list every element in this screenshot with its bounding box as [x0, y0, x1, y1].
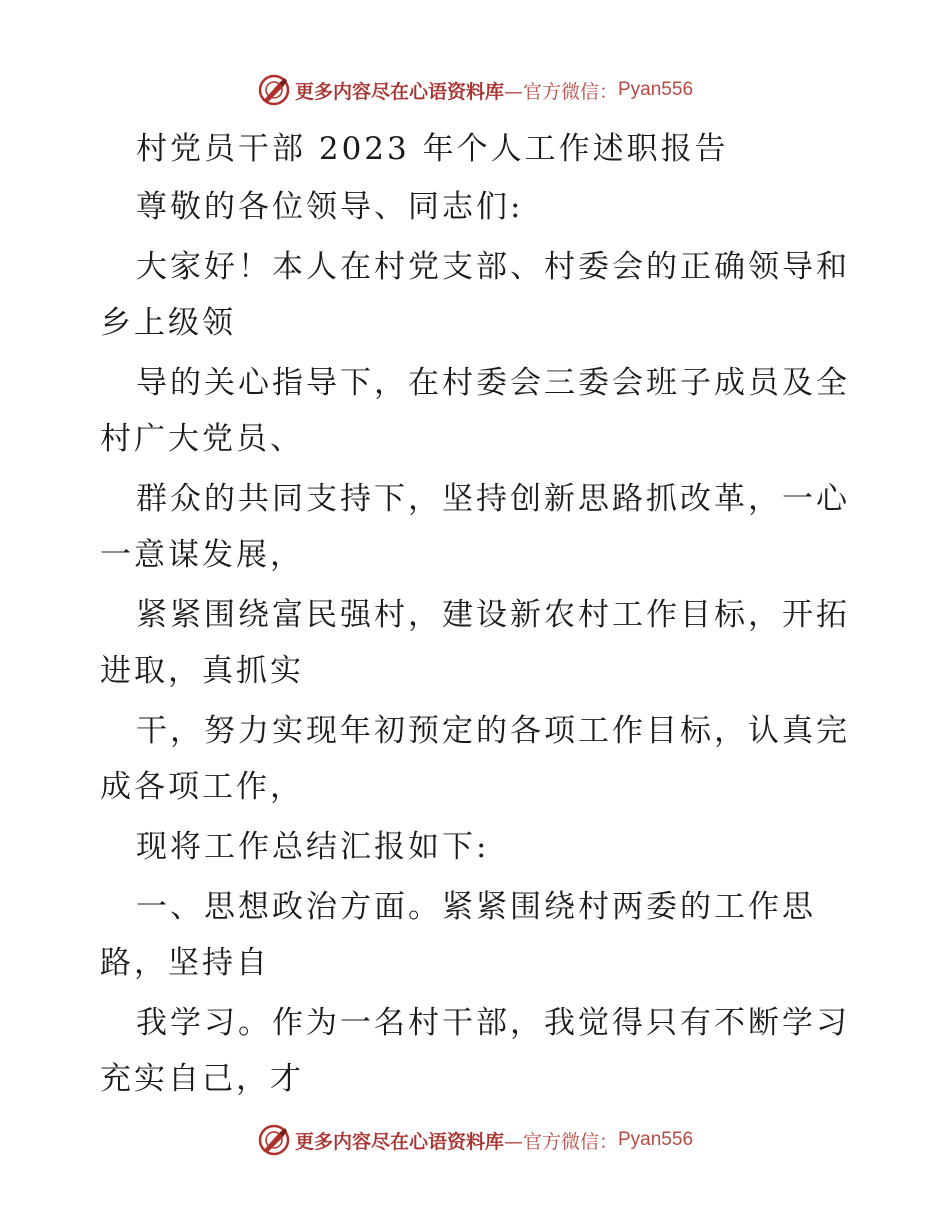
pen-logo-icon — [257, 73, 291, 107]
text-line: 成各项工作， — [100, 769, 304, 805]
text-line: 乡上级领 — [100, 305, 236, 341]
text-line: 现将工作总结汇报如下: — [136, 829, 490, 865]
header-banner-sub: —官方微信： — [503, 80, 618, 103]
text-line: 大家好！本人在村党支部、村委会的正确领导和 — [136, 249, 850, 285]
footer-banner-main: 更多内容尽在心语资料库 — [294, 1130, 504, 1153]
header-banner-id: Pyan556 — [618, 79, 694, 100]
pen-logo-icon — [257, 1123, 291, 1157]
text-line: 我学习。作为一名村干部，我觉得只有不断学习 — [136, 1005, 850, 1041]
text-line: 一、思想政治方面。紧紧围绕村两委的工作思 — [136, 889, 816, 925]
header-banner — [0, 70, 950, 110]
footer-banner — [0, 1120, 950, 1160]
header-banner-main: 更多内容尽在心语资料库 — [294, 80, 504, 103]
salutation: 尊敬的各位领导、同志们: — [136, 189, 524, 225]
text-line: 导的关心指导下，在村委会三委会班子成员及全 — [136, 365, 850, 401]
text-line: 路，坚持自 — [100, 945, 270, 981]
text-line: 进取，真抓实 — [100, 653, 304, 689]
footer-banner-sub: —官方微信： — [503, 1130, 618, 1153]
document-title: 村党员干部 2023 年个人工作述职报告 — [136, 131, 729, 167]
footer-banner-id: Pyan556 — [618, 1129, 694, 1150]
text-line: 充实自己，才 — [100, 1061, 304, 1097]
text-line: 一意谋发展， — [100, 537, 304, 573]
text-line: 村广大党员、 — [100, 421, 304, 457]
text-line: 紧紧围绕富民强村，建设新农村工作目标，开拓 — [136, 597, 850, 633]
text-line: 群众的共同支持下，坚持创新思路抓改革，一心 — [136, 481, 850, 517]
text-line: 干，努力实现年初预定的各项工作目标，认真完 — [136, 713, 850, 749]
